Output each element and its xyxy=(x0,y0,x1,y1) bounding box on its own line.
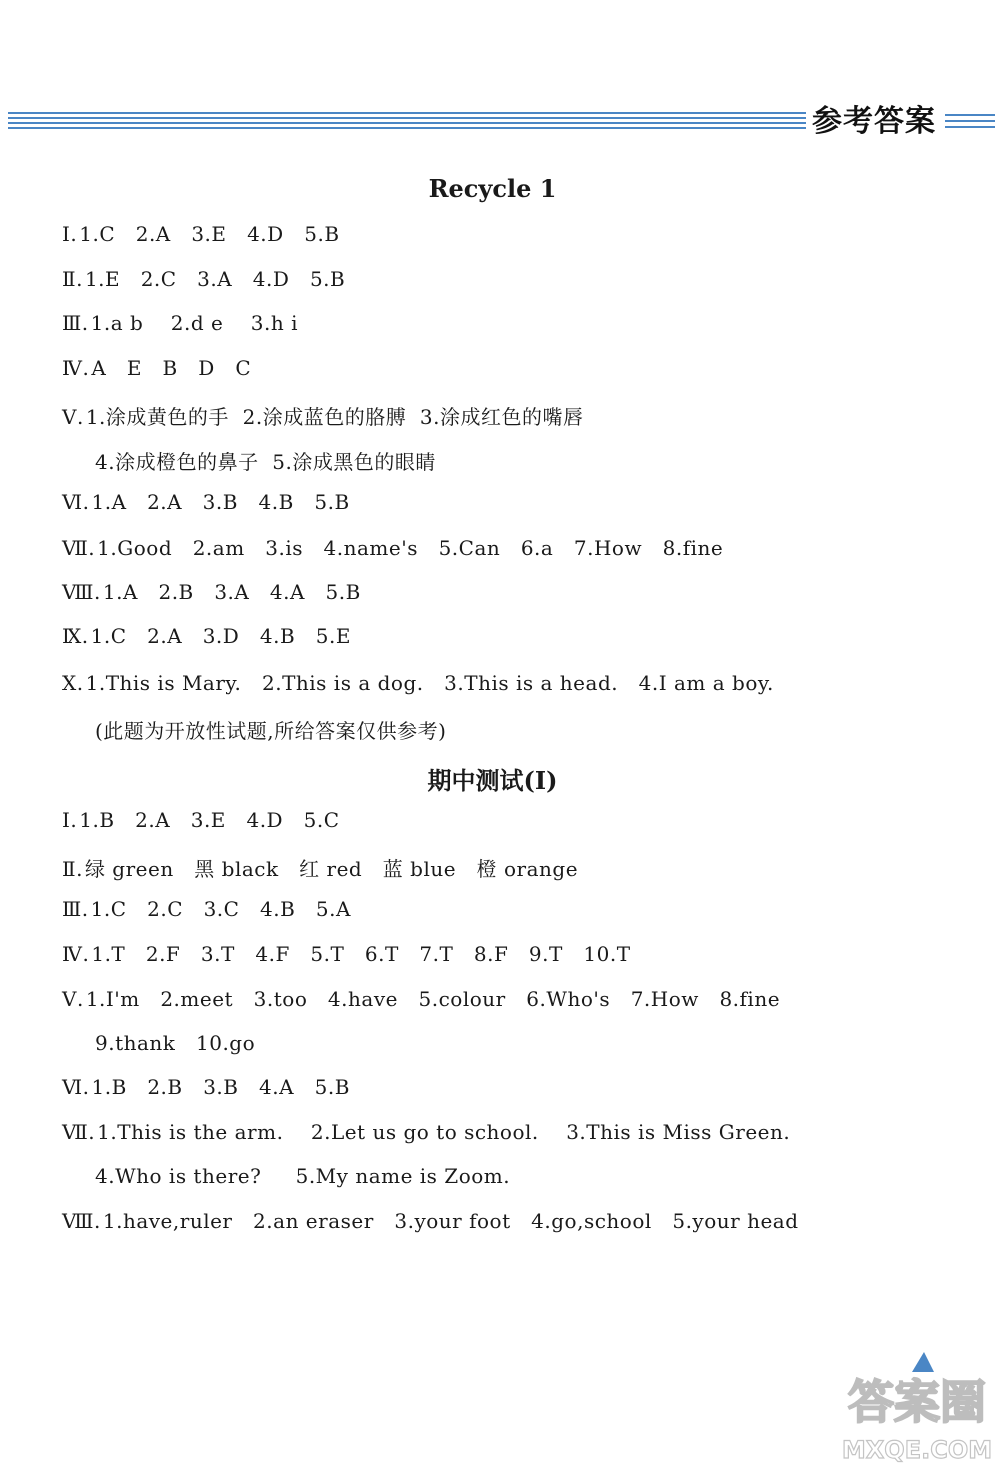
answer-line xyxy=(62,897,351,921)
item-number: Ⅰ. xyxy=(62,808,78,832)
answer-line xyxy=(62,987,780,1011)
watermark-logo xyxy=(842,1350,992,1465)
item-number: Ⅲ. xyxy=(62,897,89,921)
item-number: Ⅷ. xyxy=(62,1209,101,1233)
item-number: Ⅹ. xyxy=(62,671,84,695)
item-number: Ⅵ. xyxy=(62,490,90,514)
answer-text: (此题为开放性试题,所给答案仅供参考) xyxy=(95,719,447,743)
section-title: Recycle 1 xyxy=(428,174,557,203)
item-number: Ⅱ. xyxy=(62,857,83,881)
answer-text: 1.I'm 2.meet 3.too 4.have 5.colour 6.Who's 7.How 8.fine xyxy=(85,987,781,1011)
answer-text: 1.涂成黄色的手 2.涂成蓝色的胳膊 3.涂成红色的嘴唇 xyxy=(85,405,584,429)
watermark-triangle-icon xyxy=(912,1352,934,1372)
answer-text: 1.T 2.F 3.T 4.F 5.T 6.T 7.T 8.F 9.T 10.T xyxy=(91,942,631,966)
answer-line xyxy=(62,222,340,246)
answer-text: 1.This is the arm. 2.Let us go to school. 3.This is Miss Green. xyxy=(97,1120,791,1144)
answer-line xyxy=(62,624,351,648)
answer-line xyxy=(62,853,578,882)
answer-line-continued xyxy=(95,1164,510,1188)
answer-line xyxy=(62,1120,790,1144)
answer-text: 1.B 2.B 3.B 4.A 5.B xyxy=(91,1075,350,1099)
item-number: Ⅶ. xyxy=(62,536,96,560)
answer-text: 1.B 2.A 3.E 4.D 5.C xyxy=(79,808,340,832)
item-number: Ⅴ. xyxy=(62,987,84,1011)
page-header-title: 参考答案 xyxy=(806,96,942,140)
answer-note xyxy=(95,715,446,744)
answer-text: 绿 green 黑 black 红 red 蓝 blue 橙 orange xyxy=(84,857,579,881)
answer-text: 1.C 2.A 3.E 4.D 5.B xyxy=(79,222,340,246)
answer-line xyxy=(62,401,584,430)
answer-line xyxy=(62,671,774,695)
header-rule xyxy=(945,120,995,122)
watermark-site-text: MXQE.COM xyxy=(842,1436,992,1464)
answer-line xyxy=(62,311,298,335)
answer-text: 1.E 2.C 3.A 4.D 5.B xyxy=(84,267,346,291)
answer-text: 1.have,ruler 2.an eraser 3.your foot 4.go,school 5.your head xyxy=(102,1209,799,1233)
answer-text: 1.A 2.B 3.A 4.A 5.B xyxy=(102,580,361,604)
answer-text: 1.C 2.A 3.D 4.B 5.E xyxy=(90,624,351,648)
item-number: Ⅸ. xyxy=(62,624,89,648)
answer-line xyxy=(62,1209,799,1233)
watermark-logo-text: 答案圈 xyxy=(848,1375,986,1429)
answer-text: 1.a b 2.d e 3.h i xyxy=(90,311,298,335)
answer-line xyxy=(62,267,345,291)
header-rule xyxy=(945,126,995,128)
answer-line xyxy=(62,942,631,966)
answer-text: 1.Good 2.am 3.is 4.name's 5.Can 6.a 7.How 8.fine xyxy=(97,536,724,560)
answer-text: 4.涂成橙色的鼻子 5.涂成黑色的眼睛 xyxy=(95,450,436,474)
item-number: Ⅳ. xyxy=(62,356,90,380)
header-rule xyxy=(8,122,808,124)
item-number: Ⅱ. xyxy=(62,267,83,291)
header-rule xyxy=(8,117,808,119)
answer-line-continued xyxy=(95,446,436,475)
answer-line xyxy=(62,490,350,514)
header-rule xyxy=(8,127,808,129)
answer-text: 1.A 2.A 3.B 4.B 5.B xyxy=(91,490,350,514)
answer-line xyxy=(62,580,361,604)
item-number: Ⅶ. xyxy=(62,1120,96,1144)
answer-text: 9.thank 10.go xyxy=(95,1031,256,1055)
item-number: Ⅴ. xyxy=(62,405,84,429)
item-number: Ⅳ. xyxy=(62,942,90,966)
answer-text: 4.Who is there? 5.My name is Zoom. xyxy=(95,1164,511,1188)
header-rule xyxy=(8,112,808,114)
answer-text: A E B D C xyxy=(91,356,252,380)
answer-line xyxy=(62,536,723,560)
item-number: Ⅲ. xyxy=(62,311,89,335)
answer-line xyxy=(62,1075,350,1099)
answer-line xyxy=(62,356,251,380)
answer-text: 1.This is Mary. 2.This is a dog. 3.This is a head. 4.I am a boy. xyxy=(85,671,774,695)
item-number: Ⅷ. xyxy=(62,580,101,604)
section-title: 期中测试(Ⅰ) xyxy=(427,766,558,795)
answer-text: 1.C 2.C 3.C 4.B 5.A xyxy=(90,897,351,921)
answer-line xyxy=(62,808,340,832)
item-number: Ⅰ. xyxy=(62,222,78,246)
header-rule xyxy=(945,114,995,116)
answer-line-continued xyxy=(95,1031,255,1055)
item-number: Ⅵ. xyxy=(62,1075,90,1099)
